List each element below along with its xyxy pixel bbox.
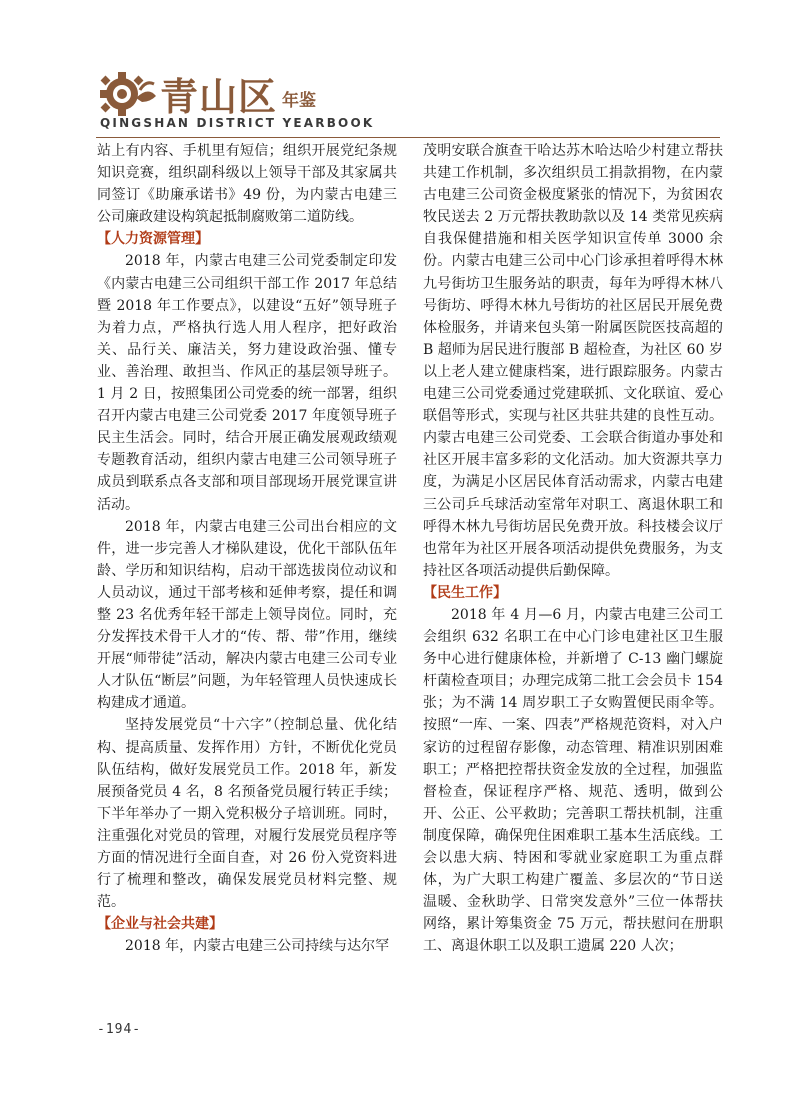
section-heading-community: 【企业与社会共建】 (97, 916, 223, 933)
paragraph: 2018 年，内蒙古电建三公司出台相应的文件，进一步完善人才梯队建设，优化干部队伍年龄、学历和知识结构，启动干部选拔岗位动议和人员动议，通过干部考核和延伸考察，提任和调整 23 名优秀年轻干部走上领导岗位。同时，充分发挥技术骨干人才的“传、帮、带”作用，继续开展“师带徒”活动，解决内蒙古电建三公司专业人才队伍“断层”问题，为年轻管理人员快速成长构建成才通道。 (97, 518, 397, 712)
left-column (97, 140, 397, 957)
paragraph: 2018 年，内蒙古电建三公司持续与达尔罕 (125, 938, 390, 955)
gear-logo-icon (96, 68, 160, 120)
paragraph: 2018 年，内蒙古电建三公司党委制定印发《内蒙古电建三公司组织干部工作 2017 年总结暨 2018 年工作要点》，以建设“五好”领导班子为着力点，严格执行选人用人程序，把好政治关、品行关、廉洁关，努力建设政治强、懂专业、善治理、敢担当、作风正的基层领导班子。1 月 2 日，按照集团公司党委的统一部署，组织召开内蒙古电建三公司党委 2017 年度领导班子民主生活会。同时，结合开展正确发展观政绩观专题教育活动，组织内蒙古电建三公司领导班子成员到联系点各支部和项目部现场开展党课宣讲活动。 (97, 253, 397, 513)
paragraph: 茂明安联合旗查干哈达苏木哈达哈少村建立帮扶共建工作机制，多次组织员工捐款捐物，在内蒙古电建三公司资金极度紧张的情况下，为贫困农牧民送去 2 万元帮扶教助款以及 14 类常见疾病自我保健措施和相关医学知识宣传单 3000 余份。内蒙古电建三公司中心门诊承担着呼得木林九号街坊卫生服务站的职责，每年为呼得木林八号街坊、呼得木林九号街坊的社区居民开展免费体检服务，并请来包头第一附属医院医技高超的 B 超师为居民进行腹部 B 超检查，为社区 60 岁以上老人建立健康档案，进行跟踪服务。内蒙古电建三公司党委通过党建联抓、文化联谊、爱心联倡等形式，实现与社区共驻共建的良性互动。内蒙古电建三公司党委、工会联合街道办事处和社区开展丰富多彩的文化活动。加大资源共享力度，为满足小区居民体育活动需求，内蒙古电建三公司乒乓球活动室常年对职工、离退休职工和呼得木林九号街坊居民免费开放。科技楼会议厅也常年为社区开展各项活动提供免费服务，为支持社区各项活动提供后勤保障。 (423, 143, 723, 579)
yearbook-title: 青山区 (160, 74, 278, 119)
section-heading-hr: 【人力资源管理】 (97, 231, 209, 248)
paragraph: 坚持发展党员“十六字”（控制总量、优化结构、提高质量、发挥作用）方针，不断优化党员队伍结构，做好发展党员工作。2018 年，新发展预备党员 4 名，8 名预备党员履行转正手续；下半年举办了一期入党积极分子培训班。同时，注重强化对党员的管理，对履行发展党员程序等方面的情况进行全面自查，对 26 份入党资料进行了梳理和整改，确保发展党员材料完整、规范。 (97, 717, 397, 911)
header-divider (96, 137, 720, 138)
right-column (423, 140, 723, 957)
page-number: -194- (97, 1022, 142, 1037)
paragraph: 站上有内容、手机里有短信；组织开展党纪条规知识竞赛，组织副科级以上领导干部及其家属共同签订《助廉承诺书》49 份，为内蒙古电建三公司廉政建设构筑起抵制腐败第二道防线。 (97, 143, 397, 226)
page-header (0, 0, 804, 135)
section-heading-livelihood: 【民生工作】 (423, 584, 507, 601)
paragraph: 2018 年 4 月—6 月，内蒙古电建三公司工会组织 632 名职工在中心门诊电建社区卫生服务中心进行健康体检，并新增了 C-13 幽门螺旋杆菌检查项目；办理完成第二批工会会员卡 154 张；为不满 14 周岁职工子女购置便民雨伞等。按照“一库、一案、四表”严格规范资料，对入户家访的过程留存影像，动态管理、精准识别困难职工；严格把控帮扶资金发放的全过程，加强监督检查，保证程序严格、规范、透明，做到公开、公正、公平救助；完善职工帮扶机制，注重制度保障，确保兜住困难职工基本生活底线。工会以患大病、特困和零就业家庭职工为重点群体，为广大职工构建广覆盖、多层次的“节日送温暖、金秋助学、日常突发意外”三位一体帮扶网络，累计筹集资金 75 万元，帮扶慰问在册职工、离退休职工以及职工遗属 220 人次； (423, 606, 723, 955)
yearbook-english-title: QINGSHAN DISTRICT YEARBOOK (100, 116, 375, 130)
yearbook-title-suffix: 年鉴 (282, 91, 316, 111)
